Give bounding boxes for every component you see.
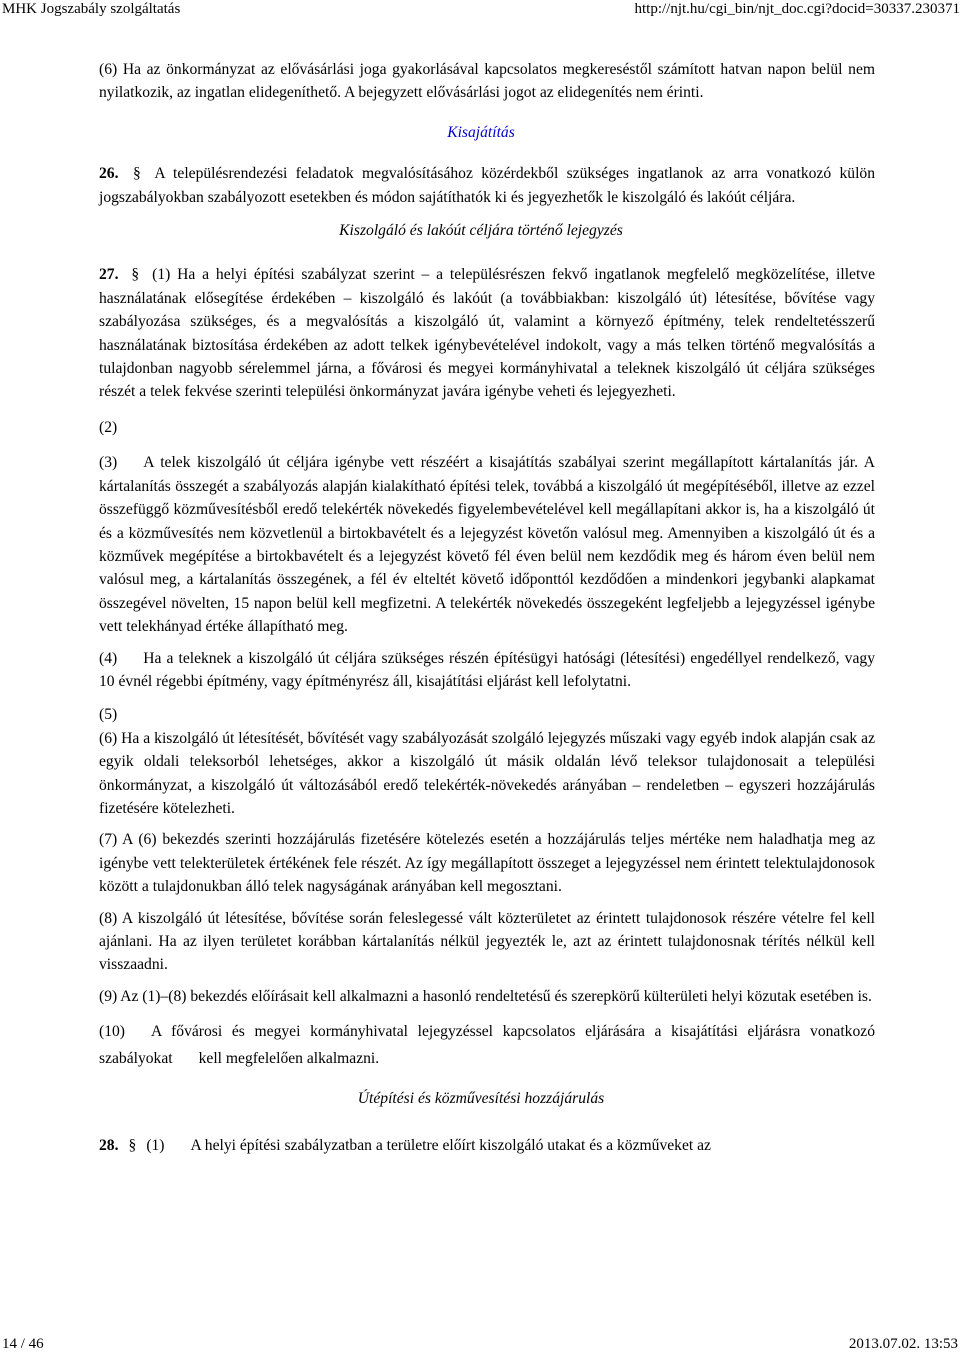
paragraph-6-intro: (6) Ha az önkormányzat az elővásárlási joga gyakorlásával kapcsolatos megkereséstől számított hatvan napon belül nem nyilatkozik, az ingatlan elidegeníthető. A bejegyzett elővásárlási jogot az elidegenítés nem érinti. bbox=[99, 61, 875, 102]
page-header bbox=[0, 0, 960, 20]
document-body bbox=[87, 58, 875, 1157]
section-27-para-4 bbox=[87, 647, 875, 694]
section-27-para-10 bbox=[87, 1018, 875, 1072]
section-27-number: 27. bbox=[99, 266, 119, 284]
section-27-para-3 bbox=[87, 451, 875, 638]
section-28-sign: § bbox=[128, 1136, 137, 1154]
section-26-sign: § bbox=[132, 165, 141, 183]
section-27-para-5: (5) bbox=[99, 706, 118, 724]
section-27-para-8: (8) A kiszolgáló út létesítése, bővítése során feleslegessé vált közterületet az érintett tulajdonosok részére vételre fel kell ajánlani. Ha az ilyen területet korábban kártalanítás nélkül jegyezték le, azt az érintett tulajdonosnak térítés nélkül kell visszaadni. bbox=[99, 909, 875, 974]
section-28-para-1-text: A helyi építési szabályzatban a területre előírt kiszolgáló utakat és a közműveket az bbox=[190, 1136, 711, 1154]
section-27-para-9: (9) Az (1)–(8) bekezdés előírásait kell alkalmazni a hasonló rendeltetésű és szerepkörű külterületi helyi közutak esetében is. bbox=[99, 987, 872, 1005]
section-27-para-7: (7) A (6) bekezdés szerinti hozzájárulás fizetésére kötelezés esetén a hozzájárulás teljes mértéke nem haladhatja meg az igénybe vett telekterületek értékének fele részét. Az így megállapított összeget a lejegyzéssel nem érintett telektulajdonosok között a tulajdonukban álló telek nagyságának arányában kell megosztani. bbox=[99, 831, 875, 896]
section-27-para-4-number: (4) bbox=[99, 649, 118, 667]
section-heading-kiszolgalo: Kiszolgáló és lakóút céljára történő lejegyzés bbox=[339, 222, 623, 240]
page-footer bbox=[0, 1334, 960, 1354]
section-heading-kisajatitas: Kisajátítás bbox=[447, 123, 515, 141]
section-26-text: A településrendezési feladatok megvalósításához közérdekből szükséges ingatlanok az arra vonatkozó külön jogszabályokban szabályozott esetekben és módon sajátíthatók ki és jegyezhetők le kiszolgáló és lakóút céljára. bbox=[99, 165, 875, 206]
section-26 bbox=[87, 162, 875, 209]
header-site-title: MHK Jogszabály szolgáltatás bbox=[2, 1, 181, 17]
section-27-para-3-text: A telek kiszolgáló út céljára igénybe vett részéért a kisajátítás szabályai szerint megállapított kártalanítás jár. A kártalanítás összegét a szabályozás alapján kialakítható építési telek, továbbá a kiszolgáló út megépítéséből, illetve az ezzel összefüggő közművesítésből eredő telekérték növekedés figyelembevételével kell megállapítani akkor is, ha a kiszolgáló út és a közművesítés nem közvetlenül a birtokbavételt és a lejegyzést követőn valósul meg. Amennyiben a kiszolgáló út és a közművek megépítése a birtokbavételt és a lejegyzést követő fél éven belül nem kezdődik meg és három éven belül nem valósul meg, a kártalanítás összegének, a fél év elteltét követő időponttól kezdődően a mindenkori jegybanki alapkamat összegével növelten, 15 napon belül kell megfizetni. A telekérték növekedés összegeként legfeljebb a lejegyzéssel igénybe vett telekhányad értéke állapítható meg. bbox=[99, 454, 875, 636]
section-heading-utepites: Útépítési és közművesítési hozzájárulás bbox=[357, 1090, 605, 1108]
section-27-para-10-number: (10) bbox=[99, 1023, 125, 1041]
footer-page-number: 14 / 46 bbox=[2, 1336, 44, 1352]
section-27-para-1 bbox=[87, 263, 875, 403]
section-28-para-1-number: (1) bbox=[146, 1136, 165, 1154]
section-26-number: 26. bbox=[99, 165, 119, 183]
section-27-para-3-number: (3) bbox=[99, 454, 118, 472]
header-url[interactable]: http://njt.hu/cgi_bin/njt_doc.cgi?docid=30337.230371 bbox=[634, 1, 960, 17]
section-27-para-2: (2) bbox=[99, 418, 118, 436]
section-27-para-10-text-a: A fővárosi és megyei kormányhivatal lejegyzéssel kapcsolatos eljárására a kisajátítási eljárásra vonatkozó szabályokat bbox=[99, 1023, 875, 1068]
section-28-para-1 bbox=[87, 1134, 875, 1157]
footer-datetime: 2013.07.02. 13:53 bbox=[848, 1336, 958, 1352]
section-27-para-4-text: Ha a teleknek a kiszolgáló út céljára szükséges részén építésügyi hatósági (létesítési) engedéllyel rendelkező, vagy 10 évnél régebbi építmény, vagy építményrész áll, kisajátítási eljárást kell lefolytatni. bbox=[99, 649, 875, 690]
section-27-para-10-text-b: kell megfelelően alkalmazni. bbox=[198, 1050, 380, 1068]
section-27-sign: § bbox=[131, 266, 140, 284]
section-28-number: 28. bbox=[99, 1136, 119, 1154]
section-27-para-6: (6) Ha a kiszolgáló út létesítését, bővítését vagy szabályozását szolgáló lejegyzés műszaki vagy egyéb indok alapján csak az egyik oldali teleksorból lehetséges, akkor a kiszolgáló út másik oldalán lévő teleksor tulajdonosait a települési önkormányzat, a kiszolgáló út változásából eredő telekérték-növekedés arányában – rendeletben – egyszeri hozzájárulás fizetésére kötelezheti. bbox=[99, 729, 875, 817]
section-27-para-1-text: (1) Ha a helyi építési szabályzat szerint – a településrészen fekvő ingatlanok megfelelő megközelítése, illetve használatának elősegítése érdekében – kiszolgáló és lakóút (a továbbiakban: kiszolgáló út) létesítése, bővítése vagy szabályozása szükséges, és a megvalósítás a kiszolgáló út, valamint a környező építmény, telek rendeltetésszerű használatának biztosítása érdekében az adott telkek igénybevételével indokolt, vagy a más telken történő megvalósítás a tulajdonban nagyobb sérelemmel járna, a fővárosi és megyei kormányhivatal a teleknek kiszolgáló út céljára szükséges részét a telek fekvése szerinti települési önkormányzat javára igénybe veheti és lejegyezheti. bbox=[99, 266, 875, 401]
